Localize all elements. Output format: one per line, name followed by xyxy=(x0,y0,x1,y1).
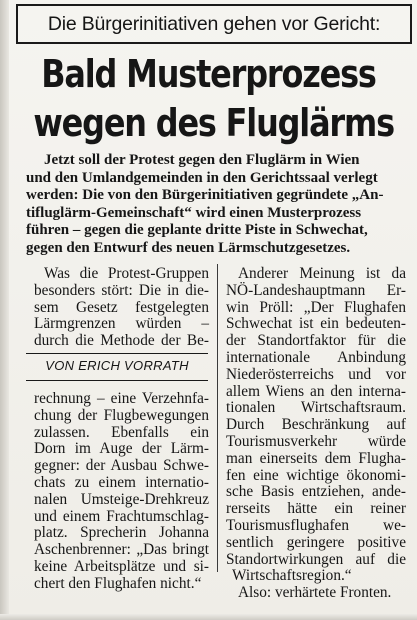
byline: VON ERICH VORRATH xyxy=(26,353,208,381)
body-line: sem Gesetz festgelegten xyxy=(34,298,209,316)
lede-line: gegen den Entwurf des neuen Lärmschutzgesetzes. xyxy=(26,239,351,256)
body-line: durch die Methode der Be- xyxy=(34,332,209,350)
headline-line-1: Bald Musterprozess xyxy=(41,52,376,96)
body-line: chats zu einem internatio- xyxy=(34,473,209,491)
body-line: Wirtschaftsregion.“ xyxy=(232,567,352,585)
kicker-box: Die Bürgerinitiativen gehen vor Gericht: xyxy=(16,4,412,44)
body-line: sche Basis entziehen, ande- xyxy=(226,483,406,501)
lede-line: Jetzt soll der Protest gegen den Fluglärm in Wien xyxy=(44,152,360,168)
body-line: rerseits hätte ein reiner xyxy=(226,500,406,518)
body-line: sentlich geringere positive xyxy=(226,533,406,551)
body-line: chung der Flugbewegungen xyxy=(34,406,209,424)
body-line: Was die Protest-Gruppen xyxy=(44,265,209,282)
body-line: nalen Umsteige-Drehkreuz xyxy=(34,490,209,508)
body-line: Tourismusverkehr würde xyxy=(226,432,406,450)
body-line: win Pröll: „Der Flughafen xyxy=(226,298,406,316)
body-line: fen eine wichtige ökonomi- xyxy=(226,466,406,484)
body-line: Tourismusflughafen we- xyxy=(226,516,406,534)
left-column-bottom xyxy=(34,391,209,593)
body-line: Dorn im Auge der Lärm- xyxy=(34,440,209,458)
body-line: Schwechat ist ein bedeuten- xyxy=(226,315,406,333)
left-column-top xyxy=(34,266,209,350)
lede-line: und den Umlandgemeinden in den Gerichtssaal verlegt xyxy=(26,169,378,186)
headline-line-2: wegen des Fluglärms xyxy=(33,101,394,145)
body-line: besonders stört: Die in die- xyxy=(34,281,209,299)
body-line: tionalen Wirtschaftsraum. xyxy=(226,399,406,417)
lede-paragraph xyxy=(26,152,398,258)
body-line: der Standortfaktor für die xyxy=(226,332,406,350)
body-line: platz. Sprecherin Johanna xyxy=(34,524,209,542)
paper-edge-left xyxy=(0,0,9,620)
body-line: internationale Anbindung xyxy=(226,348,406,366)
body-line: rechnung – eine Verzehnfa- xyxy=(34,390,209,407)
body-line: Durch Beschränkung auf xyxy=(226,416,406,434)
body-line: und einem Frachtumschlag- xyxy=(34,507,209,525)
body-line: Aschenbrenner: „Das bringt xyxy=(34,541,209,559)
body-line: Also: verhärtete Fronten. xyxy=(238,584,392,602)
lede-line: führen – gegen die geplante dritte Piste in Schwechat, xyxy=(26,222,368,239)
body-line: Niederösterreichs und vor xyxy=(226,365,406,383)
body-line: Standortwirkungen auf die xyxy=(226,550,406,568)
body-line: allem Wiens an den interna- xyxy=(226,382,406,400)
body-line: chert den Flughafen nicht.“ xyxy=(34,574,202,592)
body-line: gegner: der Ausbau Schwe- xyxy=(34,457,209,475)
column-divider xyxy=(217,264,218,572)
body-line: NÖ-Landeshauptmann Er- xyxy=(226,281,406,299)
body-line: zulassen. Ebenfalls ein xyxy=(34,423,209,441)
body-line: Lärmgrenzen würden – xyxy=(34,315,209,333)
body-line: Anderer Meinung ist da xyxy=(238,265,406,282)
right-column xyxy=(226,266,406,602)
body-line: keine Arbeitsplätze und si- xyxy=(34,557,209,575)
lede-line: tifluglärm-Gemeinschaft“ wird einen Musterprozess xyxy=(26,204,362,221)
body-line: man einerseits dem Flugha- xyxy=(226,449,406,467)
lede-line: werden: Die von den Bürgerinitiativen gegründete „An- xyxy=(26,187,384,204)
paper-edge-bottom xyxy=(0,614,417,620)
